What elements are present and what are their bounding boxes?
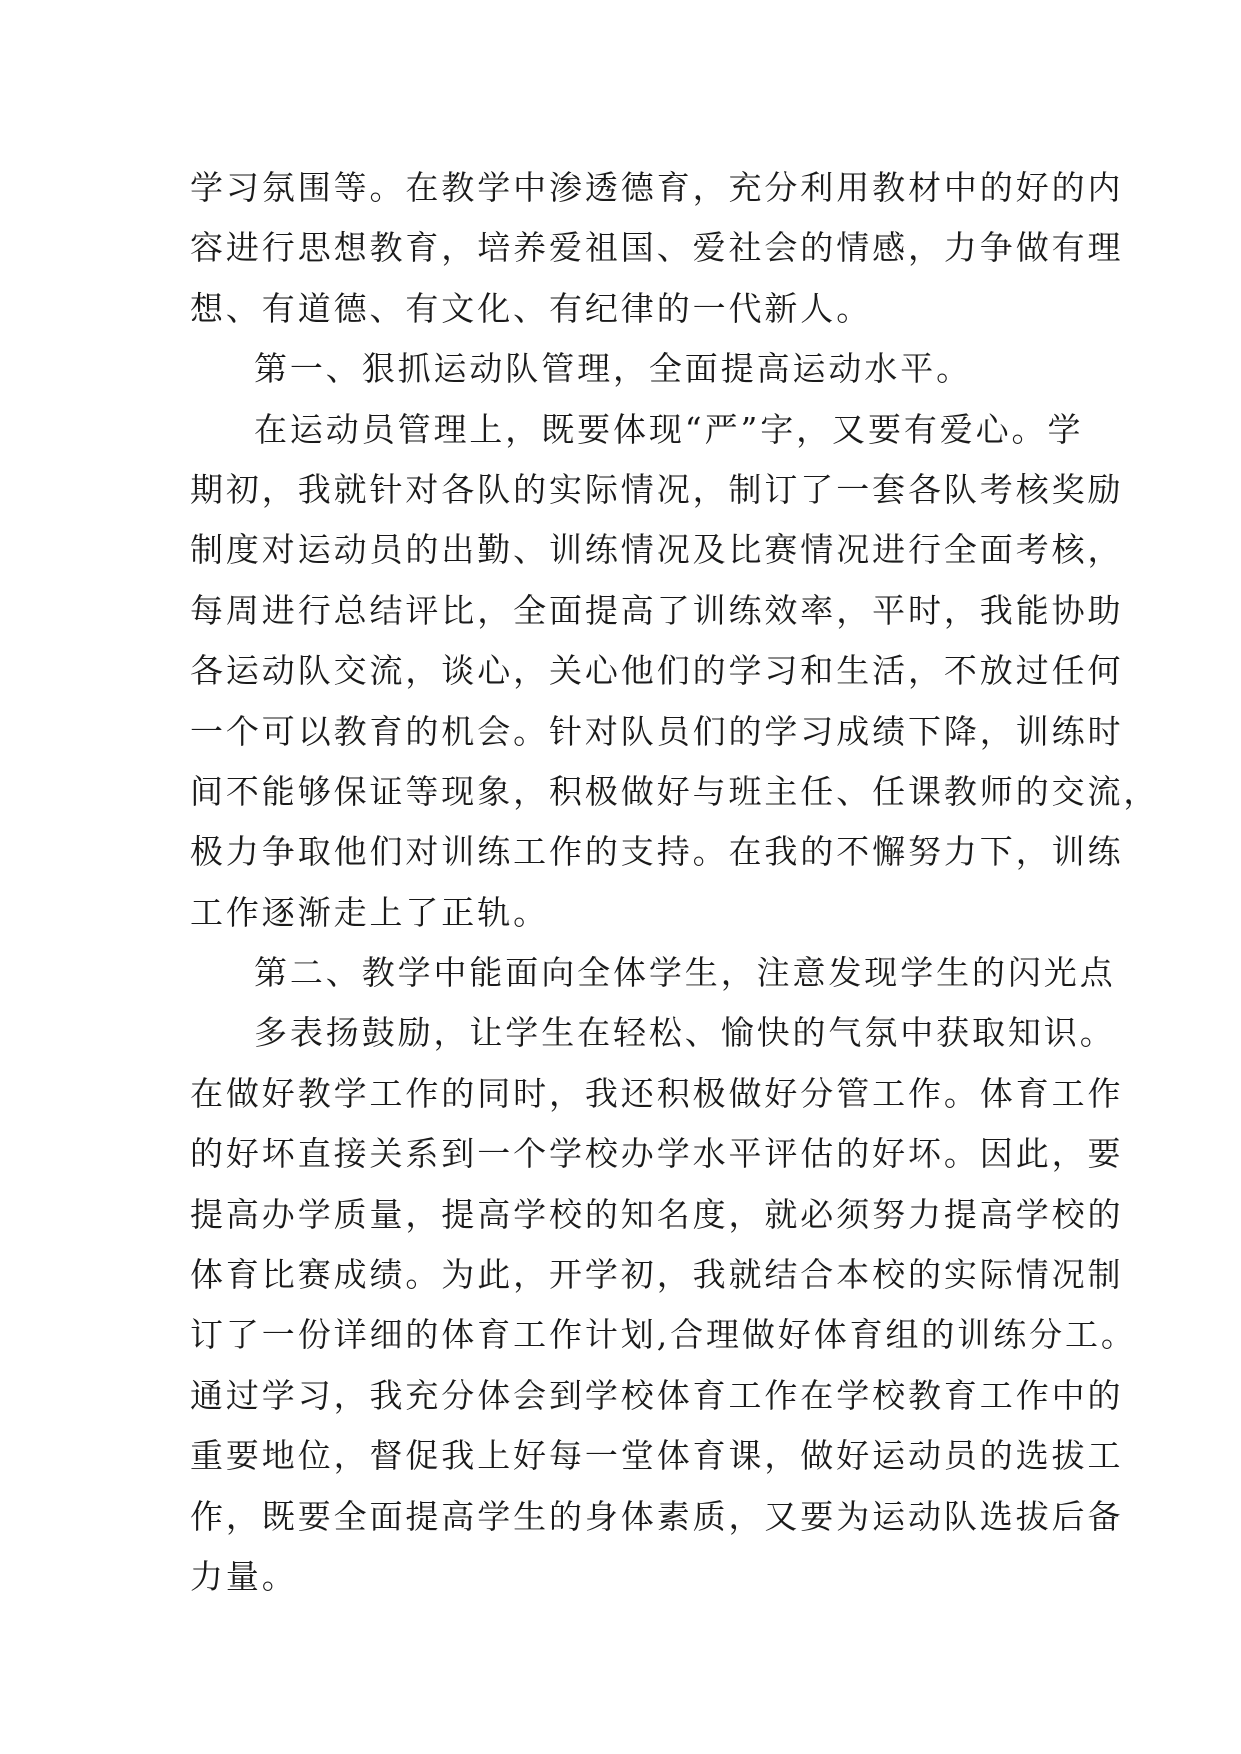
text-line: 极力争取他们对训练工作的支持。在我的不懈努力下，训练: [190, 832, 1124, 872]
text-line: 各运动队交流，谈心，关心他们的学习和生活，不放过任何: [190, 651, 1124, 691]
text-line: 每周进行总结评比，全面提高了训练效率，平时，我能协助: [190, 590, 1124, 630]
text-line: 重要地位，督促我上好每一堂体育课，做好运动员的选拔工: [190, 1436, 1124, 1476]
text-line: 提高办学质量，提高学校的知名度，就必须努力提高学校的: [190, 1194, 1124, 1234]
text-line: 的好坏直接关系到一个学校办学水平评估的好坏。因此，要: [190, 1134, 1124, 1174]
text-line: 在运动员管理上，既要体现“严”字，又要有爱心。学: [254, 409, 1084, 449]
text-line: 一个可以教育的机会。针对队员们的学习成绩下降，训练时: [190, 711, 1124, 751]
text-line: 容进行思想教育，培养爱祖国、爱社会的情感，力争做有理: [190, 228, 1124, 268]
text-line: 体育比赛成绩。为此，开学初，我就结合本校的实际情况制: [190, 1255, 1124, 1295]
text-line: 在做好教学工作的同时，我还积极做好分管工作。体育工作: [190, 1073, 1124, 1113]
section-heading: 第一、狠抓运动队管理，全面提高运动水平。: [254, 349, 972, 389]
text-line: 作，既要全面提高学生的身体素质，又要为运动队选拔后备: [190, 1496, 1124, 1536]
text-line: 学习氛围等。在教学中渗透德育，充分利用教材中的好的内: [190, 168, 1124, 207]
text-line: 工作逐渐走上了正轨。: [190, 892, 549, 932]
text-line: 通过学习，我充分体会到学校体育工作在学校教育工作中的: [190, 1375, 1124, 1415]
text-line: 间不能够保证等现象，积极做好与班主任、任课教师的交流，: [190, 771, 1160, 811]
text-line: 制度对运动员的出勤、训练情况及比赛情况进行全面考核，: [190, 530, 1124, 570]
text-line: 力量。: [190, 1556, 298, 1596]
body-text: [190, 158, 1160, 1607]
text-line: 期初，我就针对各队的实际情况，制订了一套各队考核奖励: [190, 469, 1124, 509]
section-heading: 第二、教学中能面向全体学生，注意发现学生的闪光点: [254, 953, 1116, 993]
text-line: 多表扬鼓励，让学生在轻松、愉快的气氛中获取知识。: [254, 1013, 1116, 1053]
text-line: 想、有道德、有文化、有纪律的一代新人。: [190, 288, 873, 328]
text-line: 订了一份详细的体育工作计划,合理做好体育组的训练分工。: [190, 1315, 1137, 1355]
